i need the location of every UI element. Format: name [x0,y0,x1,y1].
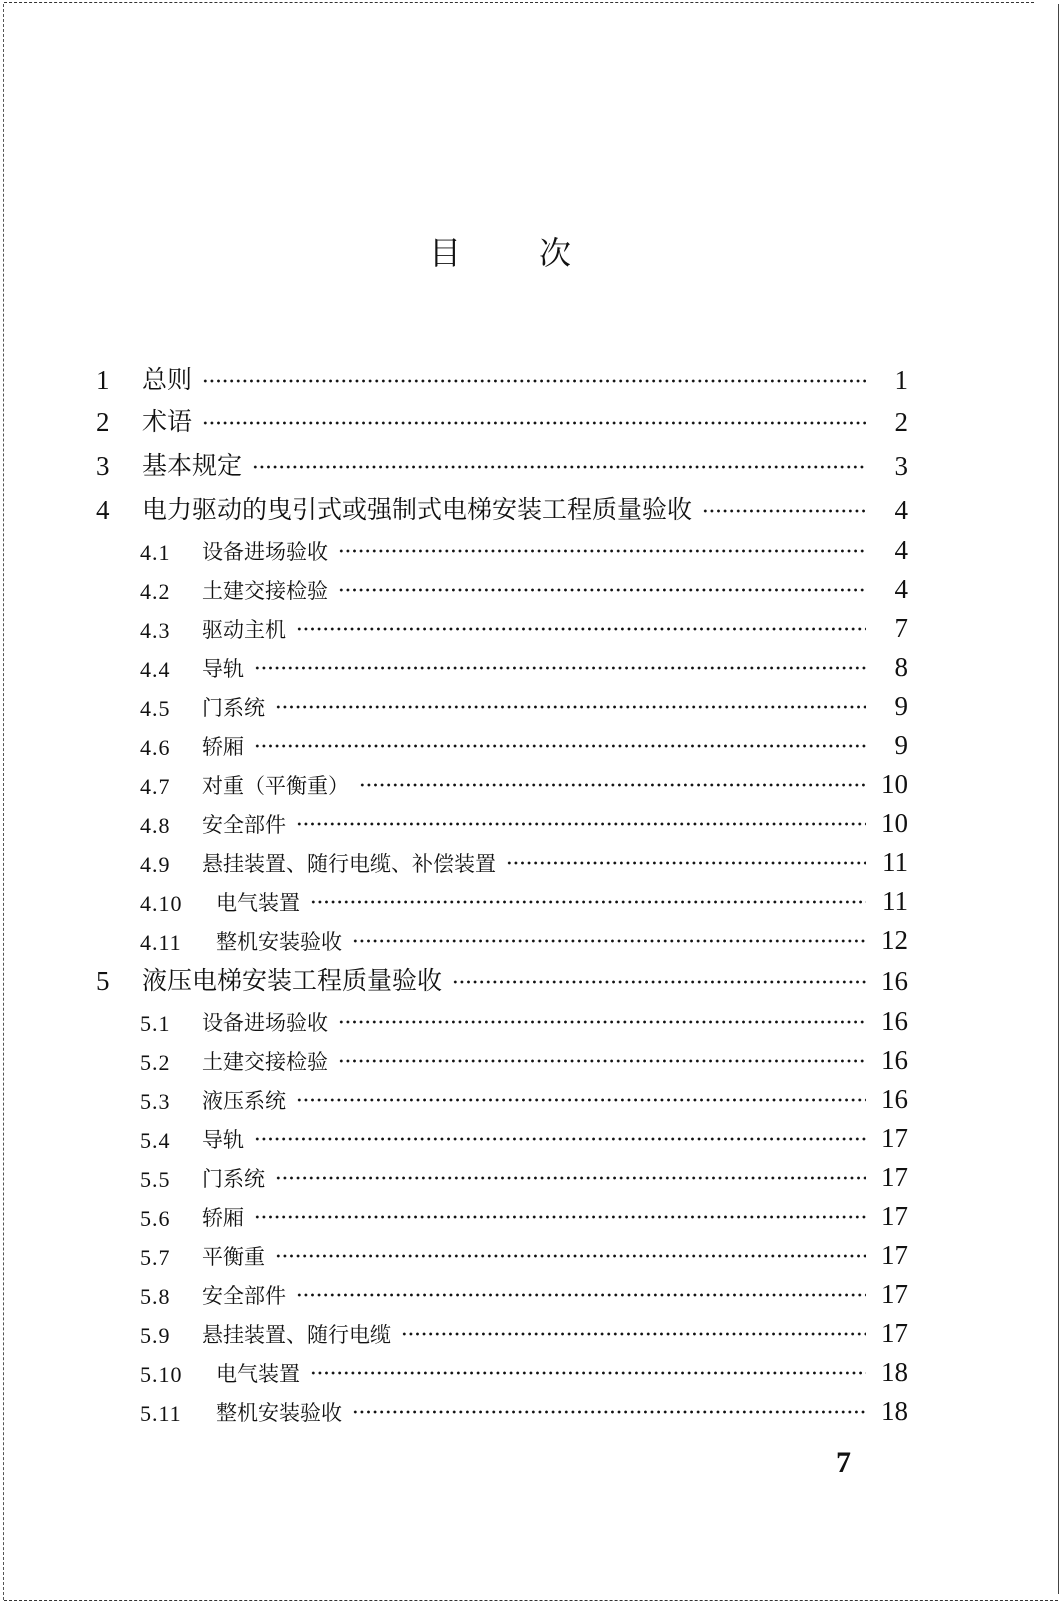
dot-leader [254,739,866,753]
toc-entry-number: 5.4 [140,1128,171,1153]
scan-border-bottom [4,1600,1058,1602]
toc-entry-number: 5.6 [140,1206,171,1231]
toc-entry-page: 3 [894,451,908,481]
toc-entry[interactable] [96,446,908,482]
toc-entry-number: 4.5 [140,696,171,721]
toc-entry-title: 基本规定 [142,451,243,480]
toc-subentry[interactable] [96,1391,908,1427]
toc-entry[interactable] [96,490,908,526]
toc-entry-page: 17 [881,1162,908,1192]
dot-leader [352,1405,866,1419]
dot-leader [296,1093,866,1107]
toc-entry-page: 9 [894,730,908,760]
title-char-1: 目 [428,234,461,272]
toc-entry[interactable] [96,402,908,438]
dot-leader [338,1054,866,1068]
dot-leader [254,661,866,675]
dot-leader [275,1249,866,1263]
toc-entry-title: 平衡重 [202,1245,265,1269]
dot-leader [401,1327,866,1341]
toc-entry-page: 17 [881,1318,908,1348]
toc-entry-page: 17 [881,1240,908,1270]
dot-leader [296,1288,866,1302]
toc-entry-title: 液压系统 [202,1089,286,1113]
toc-subentry[interactable] [96,881,908,917]
toc-entry-page: 4 [894,535,908,565]
dot-leader [275,700,866,714]
toc-entry-title: 液压电梯安装工程质量验收 [142,966,443,995]
toc-subentry[interactable] [96,842,908,878]
toc-entry-page: 1 [894,365,908,395]
toc-entry[interactable] [96,360,908,396]
toc-entry-page: 11 [882,886,908,916]
toc-entry-number: 4.7 [140,774,171,799]
toc-entry-title: 电力驱动的曳引式或强制式电梯安装工程质量验收 [142,495,693,524]
dot-leader [202,416,866,430]
toc-entry-title: 导轨 [202,1128,244,1152]
toc-subentry[interactable] [96,1235,908,1271]
dot-leader [352,934,866,948]
toc-entry-number: 4.2 [140,579,171,604]
toc-entry-title: 门系统 [202,696,265,720]
toc-subentry[interactable] [96,725,908,761]
toc-entry[interactable] [96,961,908,997]
toc-subentry[interactable] [96,1040,908,1076]
toc-entry-number: 4.3 [140,618,171,643]
toc-entry-number: 5.5 [140,1167,171,1192]
toc-subentry[interactable] [96,647,908,683]
toc-entry-number: 4.10 [140,891,183,916]
toc-entry-page: 16 [881,966,908,996]
toc-subentry[interactable] [96,803,908,839]
toc-subentry[interactable] [96,1313,908,1349]
toc-entry-title: 对重（平衡重） [202,774,349,798]
toc-entry-title: 门系统 [202,1167,265,1191]
dot-leader [452,975,866,989]
toc-entry-number: 5.9 [140,1323,171,1348]
toc-entry-number: 4.6 [140,735,171,760]
toc-subentry[interactable] [96,1274,908,1310]
toc-entry-title: 轿厢 [202,735,244,759]
toc-entry-page: 16 [881,1045,908,1075]
toc-entry-number: 4.4 [140,657,171,682]
dot-leader [254,1132,866,1146]
dot-leader [338,544,866,558]
toc-entry-page: 4 [894,574,908,604]
toc-entry-page: 2 [894,407,908,437]
toc-entry-title: 设备进场验收 [202,540,328,564]
dot-leader [338,583,866,597]
dot-leader [252,460,866,474]
toc-entry-number: 2 [96,407,110,437]
toc-entry-number: 4 [96,495,110,525]
toc-entry-page: 16 [881,1084,908,1114]
toc-entry-number: 4.9 [140,852,171,877]
toc-entry-number: 5.7 [140,1245,171,1270]
toc-entry-number: 4.11 [140,930,182,955]
dot-leader [275,1171,866,1185]
toc-entry-title: 总则 [142,365,193,394]
toc-entry-page: 10 [881,808,908,838]
toc-entry-page: 16 [881,1006,908,1036]
toc-subentry[interactable] [96,530,908,566]
toc-subentry[interactable] [96,686,908,722]
toc-subentry[interactable] [96,569,908,605]
page-number: 7 [836,1446,851,1479]
toc-entry-number: 5.8 [140,1284,171,1309]
toc-subentry[interactable] [96,1079,908,1115]
dot-leader [310,895,866,909]
toc-entry-title: 安全部件 [202,813,286,837]
toc-entry-title: 电气装置 [216,891,300,915]
toc-entry-page: 17 [881,1201,908,1231]
dot-leader [202,374,866,388]
dot-leader [506,856,866,870]
dot-leader [254,1210,866,1224]
toc-entry-page: 17 [881,1123,908,1153]
toc-entry-number: 4.8 [140,813,171,838]
toc-entry-number: 5.2 [140,1050,171,1075]
toc-entry-page: 17 [881,1279,908,1309]
toc-subentry[interactable] [96,1352,908,1388]
toc-entry-page: 18 [881,1396,908,1426]
scan-border-right [1058,4,1060,1594]
toc-entry-number: 5.3 [140,1089,171,1114]
toc-entry-title: 安全部件 [202,1284,286,1308]
dot-leader [702,504,866,518]
toc-entry-page: 9 [894,691,908,721]
toc-subentry[interactable] [96,1001,908,1037]
toc-entry-page: 18 [881,1357,908,1387]
toc-entry-title: 悬挂装置、随行电缆、补偿装置 [202,852,496,876]
dot-leader [338,1015,866,1029]
dot-leader [296,817,866,831]
toc-entry-title: 整机安装验收 [216,1401,342,1425]
toc-entry-page: 4 [894,495,908,525]
toc-entry-page: 10 [881,769,908,799]
toc-subentry[interactable] [96,1118,908,1154]
toc-entry-title: 术语 [142,407,193,436]
toc-entry-title: 整机安装验收 [216,930,342,954]
toc-entry-title: 轿厢 [202,1206,244,1230]
dot-leader [296,622,866,636]
toc-subentry[interactable] [96,608,908,644]
toc-entry-page: 11 [882,847,908,877]
toc-entry-title: 设备进场验收 [202,1011,328,1035]
title-char-2: 次 [538,234,571,272]
toc-entry-page: 8 [894,652,908,682]
dot-leader [359,778,866,792]
toc-entry-title: 驱动主机 [202,618,286,642]
page-title [0,228,1000,274]
toc-subentry[interactable] [96,920,908,956]
toc-subentry[interactable] [96,1196,908,1232]
toc-subentry[interactable] [96,764,908,800]
toc-entry-title: 导轨 [202,657,244,681]
toc-subentry[interactable] [96,1157,908,1193]
dot-leader [310,1366,866,1380]
toc-entry-number: 4.1 [140,540,171,565]
toc-entry-number: 5 [96,966,110,996]
toc-entry-number: 1 [96,365,110,395]
toc-entry-title: 土建交接检验 [202,579,328,603]
toc-entry-number: 5.1 [140,1011,171,1036]
toc-entry-title: 电气装置 [216,1362,300,1386]
scan-border-top [4,2,1034,4]
toc-entry-page: 12 [881,925,908,955]
toc-entry-page: 7 [894,613,908,643]
toc-entry-number: 5.10 [140,1362,183,1387]
toc-entry-number: 3 [96,451,110,481]
toc-entry-title: 悬挂装置、随行电缆 [202,1323,391,1347]
toc-entry-number: 5.11 [140,1401,182,1426]
toc-entry-title: 土建交接检验 [202,1050,328,1074]
